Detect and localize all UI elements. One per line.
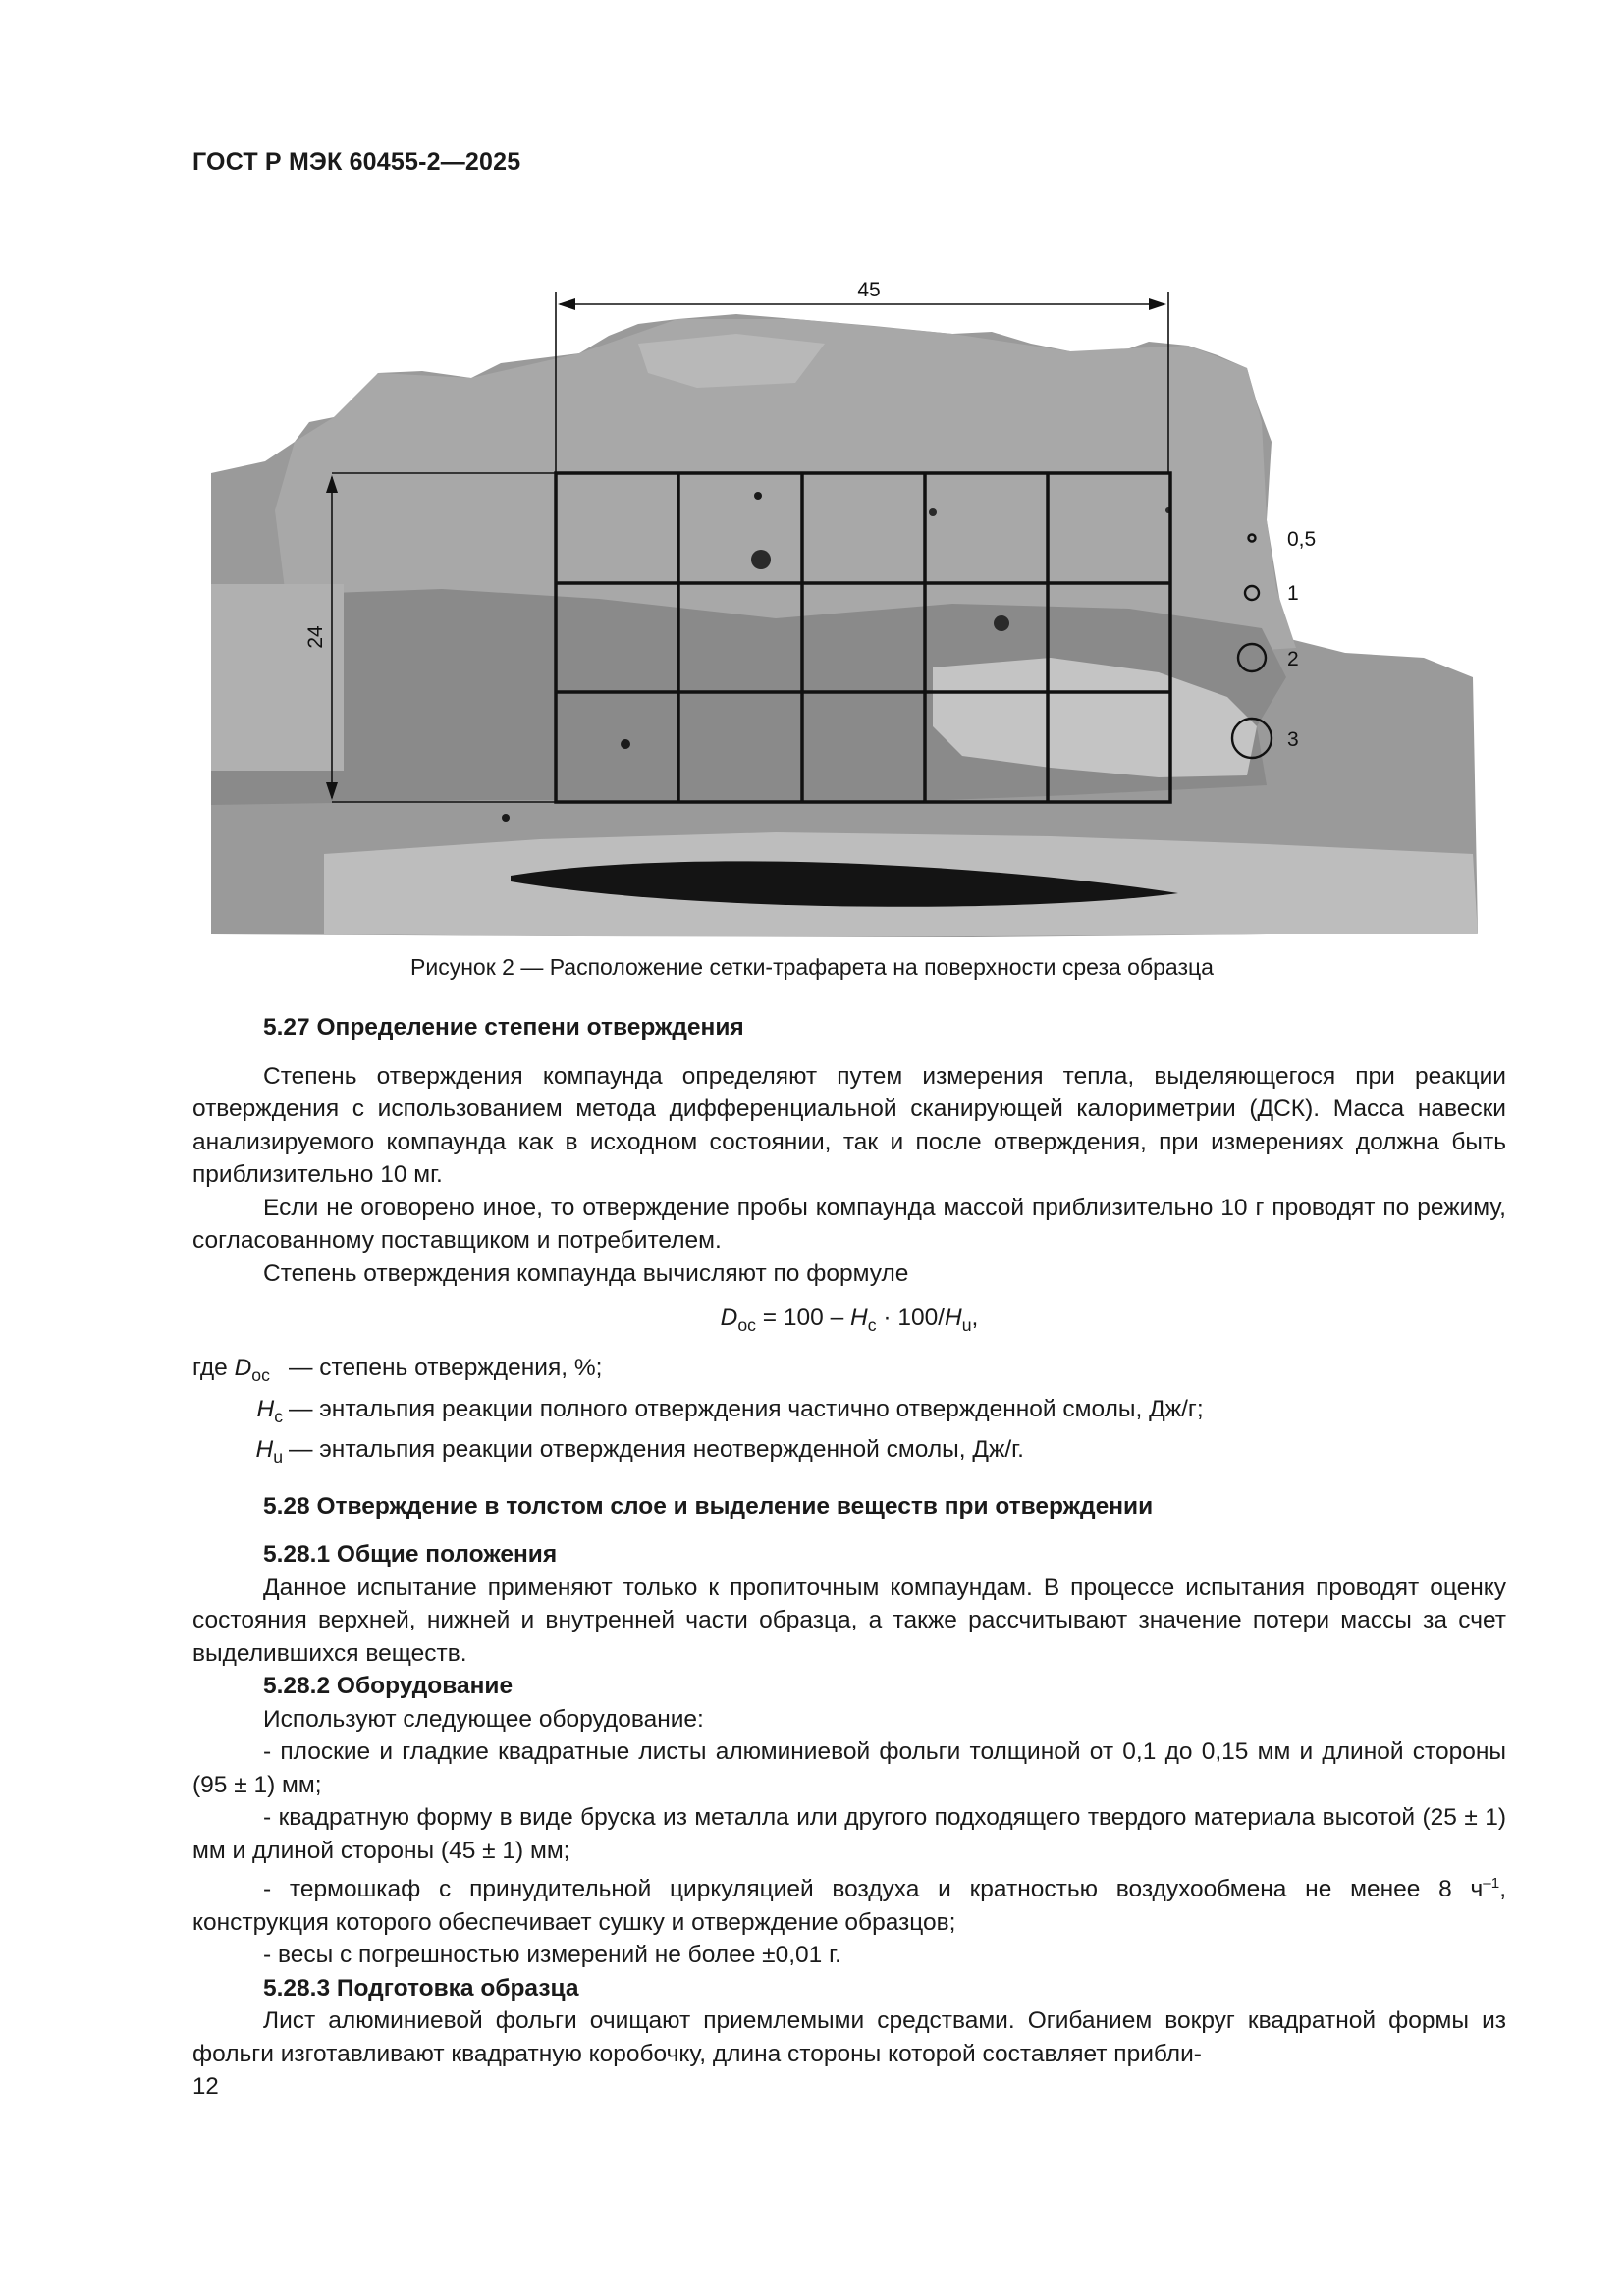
formula-definitions: [192, 1352, 1506, 1473]
document-header: ГОСТ Р МЭК 60455-2—2025: [192, 148, 521, 176]
list-item: - плоские и гладкие квадратные листы алюминиевой фольги толщиной от 0,1 до 0,15 мм и длиной стороны (95 ± 1) мм;: [192, 1738, 1506, 1798]
figure-caption: Рисунок 2 — Расположение сетки-трафарета на поверхности среза образца: [410, 954, 1214, 980]
circle-label-2: 2: [1287, 648, 1299, 670]
section-5-28-1-title: 5.28.1 Общие положения: [263, 1541, 558, 1569]
list-item: - термошкаф с принудительной циркуляцией воздуха и кратностью воздухообмена не менее 8 $ч^{-1}$, конструкция которого обеспечивает сушку и отверждение образцов;: [192, 1875, 1506, 1936]
paragraph: Данное испытание применяют только к пропиточным компаундам. В процессе испытания проводят оценку состояния верхней, нижней и внутренней части образца, а также рассчитывают значение потери массы за счет выделившихся веществ.: [192, 1574, 1506, 1667]
paragraph: Если не оговорено иное, то отверждение пробы компаунда массой приблизительно 10 г проводят по режиму, согласованному поставщиком и потребителем.: [192, 1194, 1506, 1254]
paragraph: Лист алюминиевой фольги очищают приемлемыми средствами. Огибанием вокруг квадратной формы из фольги изготавливают квадратную коробочку, длина стороны которой составляет прибли-: [192, 2007, 1506, 2067]
circle-label-05: 0,5: [1287, 528, 1317, 551]
definition-row: где $D_{oc}$ — степень отверждения, %;: [192, 1355, 603, 1386]
section-5-28-3-title: 5.28.3 Подготовка образца: [263, 1974, 579, 2002]
figure-specimen-grid: [187, 265, 1492, 942]
dimension-height-label: 24: [304, 625, 327, 649]
dimension-width-label: 45: [857, 279, 881, 301]
formula: $D_{oc} = 100 - H_c \cdot 100/H_u$,: [720, 1305, 979, 1335]
circle-label-1: 1: [1287, 582, 1299, 605]
paragraph: Степень отверждения компаунда вычисляют по формуле: [263, 1259, 909, 1287]
section-5-27-title: 5.27 Определение степени отверждения: [263, 1014, 744, 1041]
specimen-left-step: [211, 584, 344, 771]
section-5-28-2-title: 5.28.2 Оборудование: [263, 1673, 514, 1700]
paragraph: Степень отверждения компаунда определяют путем измерения тепла, выделяющегося при реакции отверждения с использованием метода дифференциальной сканирующей калориметрии (ДСК). Масса навески анализируемого компаунда как в исходном состоянии, так и после отверждения, при измерениях должна быть приблизительно 10 мг.: [192, 1062, 1506, 1188]
section-5-28-title: 5.28 Отверждение в толстом слое и выделение веществ при отверждении: [263, 1492, 1154, 1520]
body-text: [192, 1011, 1506, 2070]
page-number: 12: [192, 2073, 219, 2100]
definition-row: $H_c$ — энтальпия реакции полного отверждения частично отвержденной смолы, Дж/г;: [256, 1395, 1204, 1426]
list-item: - квадратную форму в виде бруска из металла или другого подходящего твердого материала высотой (25 ± 1) мм и длиной стороны (45 ± 1) мм;: [192, 1804, 1506, 1864]
definition-row: $H_u$ — энтальпия реакции отверждения неотвержденной смолы, Дж/г.: [255, 1436, 1024, 1468]
circle-label-3: 3: [1287, 728, 1299, 751]
paragraph: Используют следующее оборудование:: [263, 1705, 704, 1733]
list-item: - весы с погрешностью измерений не более ±0,01 г.: [263, 1942, 841, 1969]
